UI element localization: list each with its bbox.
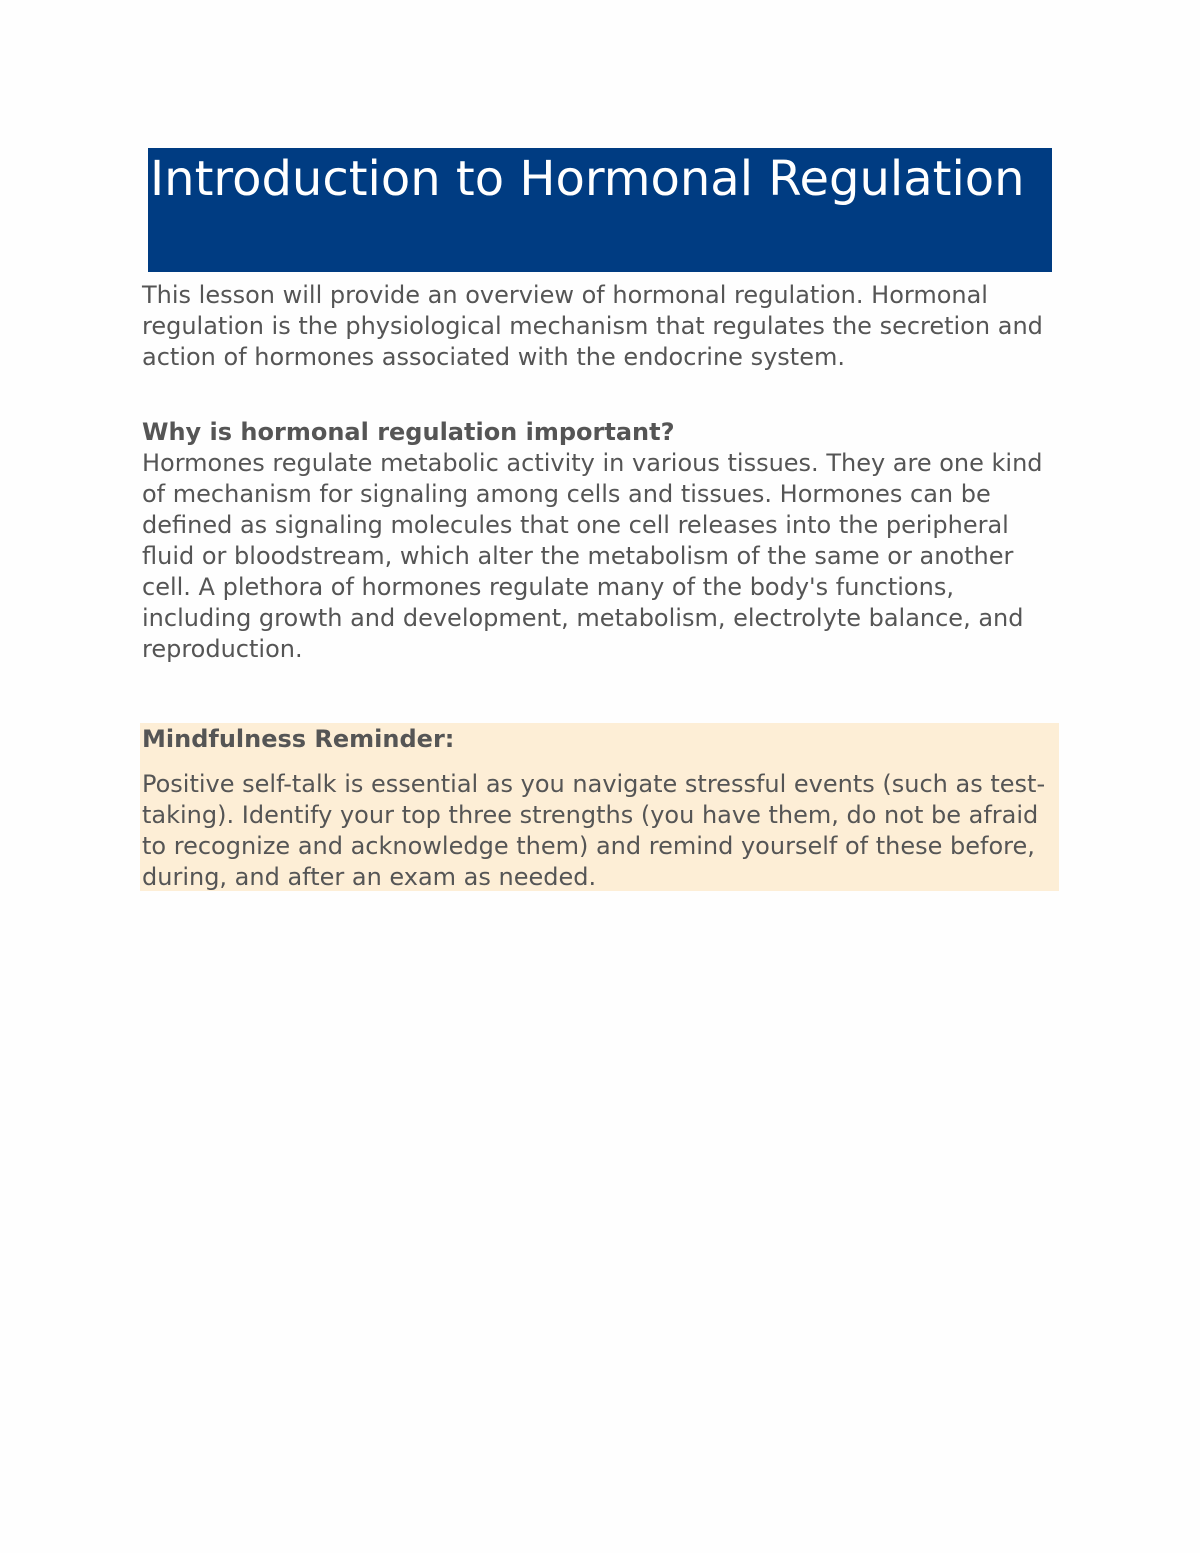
reminder-paragraph: Positive self-talk is essential as you navigate stressful events (such as test-taking). Identify your top three strengths (you have them, do not be afraid to recognize and acknowledge them) and remind yourself of these before, during, and after an exam as needed. xyxy=(142,770,1046,891)
section-paragraph: Hormones regulate metabolic activity in various tissues. They are one kind of mechanism for signaling among cells and tissues. Hormones can be defined as signaling molecules that one cell releases into the peripheral fluid or bloodstream, which alter the metabolism of the same or another cell. A plethora of hormones regulate many of the body's functions, including growth and development, metabolism, electrolyte balance, and reproduction. xyxy=(142,449,1043,663)
page-title: Introduction to Hormonal Regulation xyxy=(150,151,1025,207)
reminder-heading: Mindfulness Reminder: xyxy=(142,725,455,753)
title-banner xyxy=(148,148,1052,272)
section-heading: Why is hormonal regulation important? xyxy=(142,418,675,446)
mindfulness-reminder-box xyxy=(140,723,1059,891)
intro-paragraph: This lesson will provide an overview of hormonal regulation. Hormonal regulation is the physiological mechanism that regulates the secretion and action of hormones associated with the endocrine system. xyxy=(142,281,1043,371)
